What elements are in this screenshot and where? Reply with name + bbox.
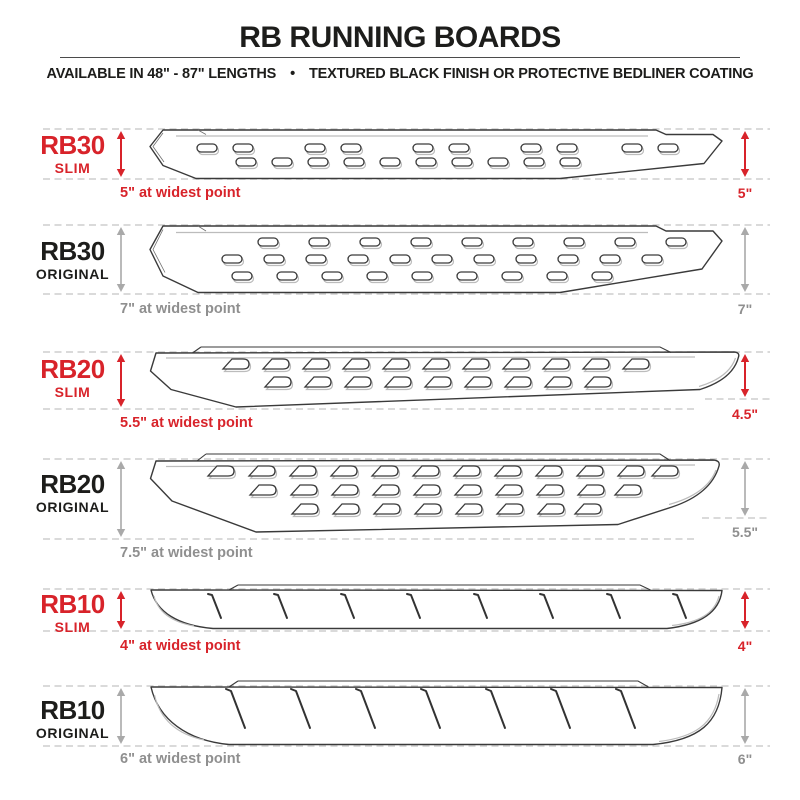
variant-name: ORIGINAL [35, 725, 110, 741]
model-name: RB10 [40, 589, 105, 619]
variant-name: ORIGINAL [35, 266, 110, 282]
caption-rb10-slim-width: 4" at widest point [120, 638, 241, 654]
label-rb30-slim [0, 132, 145, 175]
caption-rb30-original-width: 7" at widest point [120, 301, 241, 317]
subtitle-finish: TEXTURED BLACK FINISH OR PROTECTIVE BEDLINER COATING [308, 66, 754, 82]
model-name: RB20 [40, 469, 105, 499]
variant-name: ORIGINAL [35, 499, 110, 515]
subtitle-lengths: AVAILABLE IN 48" - 87" LENGTHS [46, 66, 277, 82]
caption-rb30-slim-width: 5" at widest point [120, 185, 241, 201]
measure-rb20-original-right: 5.5" [731, 524, 759, 540]
variant-name: SLIM [54, 384, 91, 400]
label-rb20-original [0, 471, 145, 514]
label-rb20-slim [0, 356, 145, 399]
model-name: RB30 [40, 236, 105, 266]
label-rb30-original [0, 238, 145, 281]
model-name: RB20 [40, 354, 105, 384]
subtitle-bullet-separator: • [290, 66, 295, 82]
measure-rb10-original-right: 6" [737, 751, 753, 767]
caption-rb10-original-width: 6" at widest point [120, 751, 241, 767]
measure-rb30-slim-right: 5" [737, 185, 753, 201]
variant-name: SLIM [54, 160, 91, 176]
caption-rb20-original-width: 7.5" at widest point [120, 545, 253, 561]
measure-rb10-slim-right: 4" [737, 638, 753, 654]
model-name: RB10 [40, 695, 105, 725]
rb10-original-board-drawing [151, 681, 722, 745]
measure-rb30-original-right: 7" [737, 301, 753, 317]
caption-rb20-slim-width: 5.5" at widest point [120, 415, 253, 431]
measure-rb20-slim-right: 4.5" [731, 406, 759, 422]
variant-name: SLIM [54, 619, 91, 635]
rb10-slim-board-drawing [151, 585, 722, 629]
page-title: RB RUNNING BOARDS [239, 21, 561, 54]
label-rb10-original [0, 697, 145, 740]
model-name: RB30 [40, 130, 105, 160]
label-rb10-slim [0, 591, 145, 634]
